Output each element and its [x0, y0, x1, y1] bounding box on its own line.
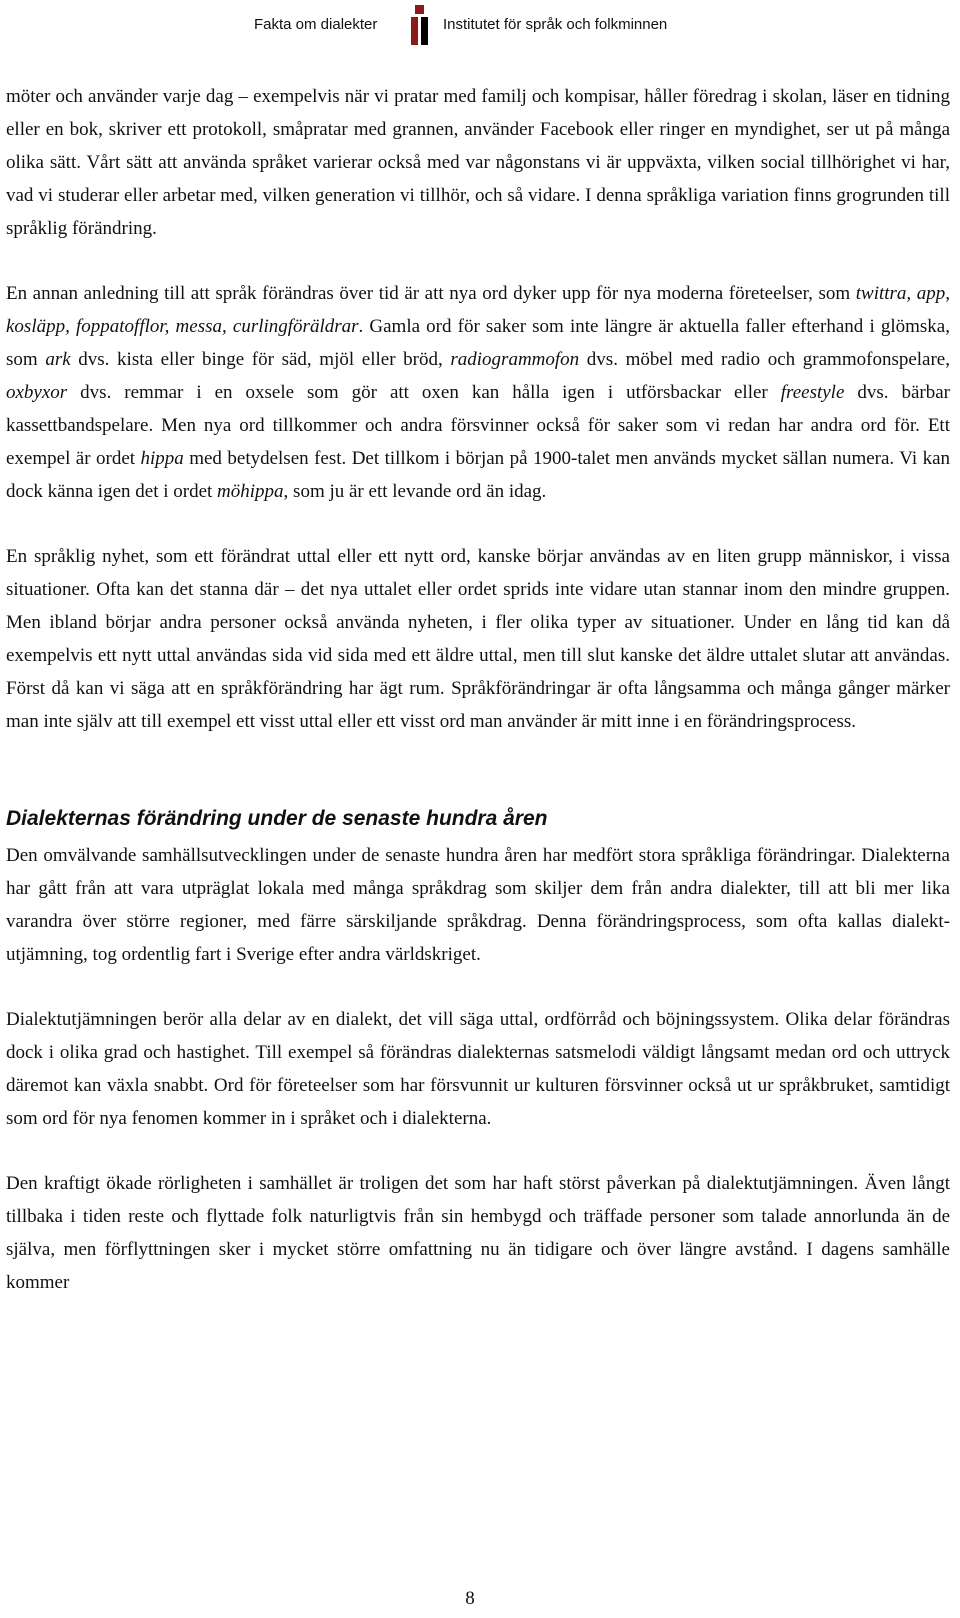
- text-segment: , som ju är ett levande ord än idag.: [283, 481, 547, 502]
- text-segment: . Gamla ord för saker som inte längre är aktuella faller efterhand i glömska, som: [6, 316, 950, 370]
- section-paragraph: Den omvälvande samhällsutvecklingen under de senaste hundra åren har medfört stora språkliga förändringar. Dialekterna har gått från att vara utpräglat lokala med många språkdrag som skiljer dem från andra dialekter, till att bli mer lika varandra över större regioner, med färre särskiljande språkdrag. Denna förändringsprocess, som ofta kallas dialektutjämning, tog ordentlig fart i Sverige efter andra världskriget.: [6, 845, 950, 965]
- text-segment: dvs. kista eller binge för säd, mjöl eller bröd,: [70, 349, 451, 370]
- paragraph: [6, 277, 950, 508]
- paragraph: [6, 80, 950, 245]
- italic-term: hippa: [140, 448, 184, 469]
- header-right-title: Institutet för språk och folkminnen: [443, 16, 668, 33]
- italic-term: ark: [45, 349, 71, 370]
- text-segment: dvs. remmar i en oxsele som gör att oxen kan hålla igen i utförsbackar eller: [67, 382, 781, 403]
- italic-term: oxbyxor: [6, 382, 68, 403]
- section-paragraph: Dialektutjämningen berör alla delar av en dialekt, det vill säga uttal, ordförråd och böjningssystem. Olika delar förändras dock i olika grad och hastighet. Till exempel så förändras dialekternas satsmelodi väldigt långsamt medan ord och uttryck däremot kan växla snabbt. Ord för företeelser som har försvunnit ur kulturen försvinner också ut ur språkbruket, samtidigt som ord för nya fenomen kommer in i språket och i dialekterna.: [6, 1009, 950, 1129]
- text-segment: med betydelsen fest. Det tillkom i början på 1900-talet men används mycket sällan numera. Vi kan dock känna igen det i ordet: [6, 448, 951, 502]
- section-heading: Dialekternas förändring under de senaste hundra åren: [6, 807, 548, 830]
- page-number: 8: [465, 1588, 475, 1609]
- italic-term: radiogrammofon: [450, 349, 580, 370]
- text-segment: möter och använder varje dag – exempelvis när vi pratar med familj och kompisar, håller föredrag i skolan, läser en tidning eller en bok, skriver ett protokoll, småpratar med grannen, använder Facebook eller ringer en myndighet, ser ut på många olika sätt. Vårt sätt att använda språket varierar också med var någonstans vi är uppväxta, vilken social tillhörighet vi har, vad vi studerar eller arbetar med, vilken generation vi tillhör, och så vidare. I denna språkliga variation finns grogrunden till språklig förändring.: [6, 86, 950, 239]
- section-paragraph: Den kraftigt ökade rörligheten i samhället är troligen det som har haft störst påverkan på dialektutjämningen. Även långt tillbaka i tiden reste och flyttade folk naturligtvis från sin hembygd och träffade personer som talade annorlunda än de själva, men förflyttningen sker i mycket större omfattning nu än tidigare och över längre avstånd. I dagens samhälle kommer: [6, 1173, 950, 1293]
- document-body: [6, 80, 950, 1331]
- paragraph: [6, 540, 950, 738]
- italic-term: möhippa: [217, 481, 284, 502]
- page-header: [0, 0, 960, 56]
- text-segment: En språklig nyhet, som ett förändrat uttal eller ett nytt ord, kanske börjar användas av en liten grupp människor, i vissa situationer. Ofta kan det stanna där – det nya uttalet eller ordet sprids inte vidare utan stannar inom den mindre gruppen. Men ibland börjar andra personer också använda nyheten, i fler olika typer av situationer. Under en lång tid kan då exempelvis ett nytt uttal användas sida vid sida med ett äldre uttal, men till slut kanske det äldre uttalet slutar att användas. Först då kan vi säga att en språkförändring har ägt rum. Språkförändringar är ofta långsamma och många gånger märker man inte själv att till exempel ett visst uttal eller ett visst ord man använder är mitt inne i en förändringsprocess.: [6, 546, 950, 732]
- italic-term: twittra, app, kosläpp, foppatofflor, messa, curlingföräldrar: [6, 283, 951, 337]
- text-segment: dvs. möbel med radio och grammofonspelare,: [579, 349, 950, 370]
- text-segment: dvs. bärbar kassettbandspelare. Men nya ord tillkommer och andra försvinner också för saker som vi redan har andra ord för. Ett exempel är ordet: [6, 382, 951, 469]
- header-left-title: Fakta om dialekter: [254, 16, 378, 33]
- institute-logo-icon: [409, 5, 431, 47]
- italic-term: freestyle: [780, 382, 845, 403]
- text-segment: En annan anledning till att språk förändras över tid är att nya ord dyker upp för nya moderna företeelser, som: [6, 283, 856, 304]
